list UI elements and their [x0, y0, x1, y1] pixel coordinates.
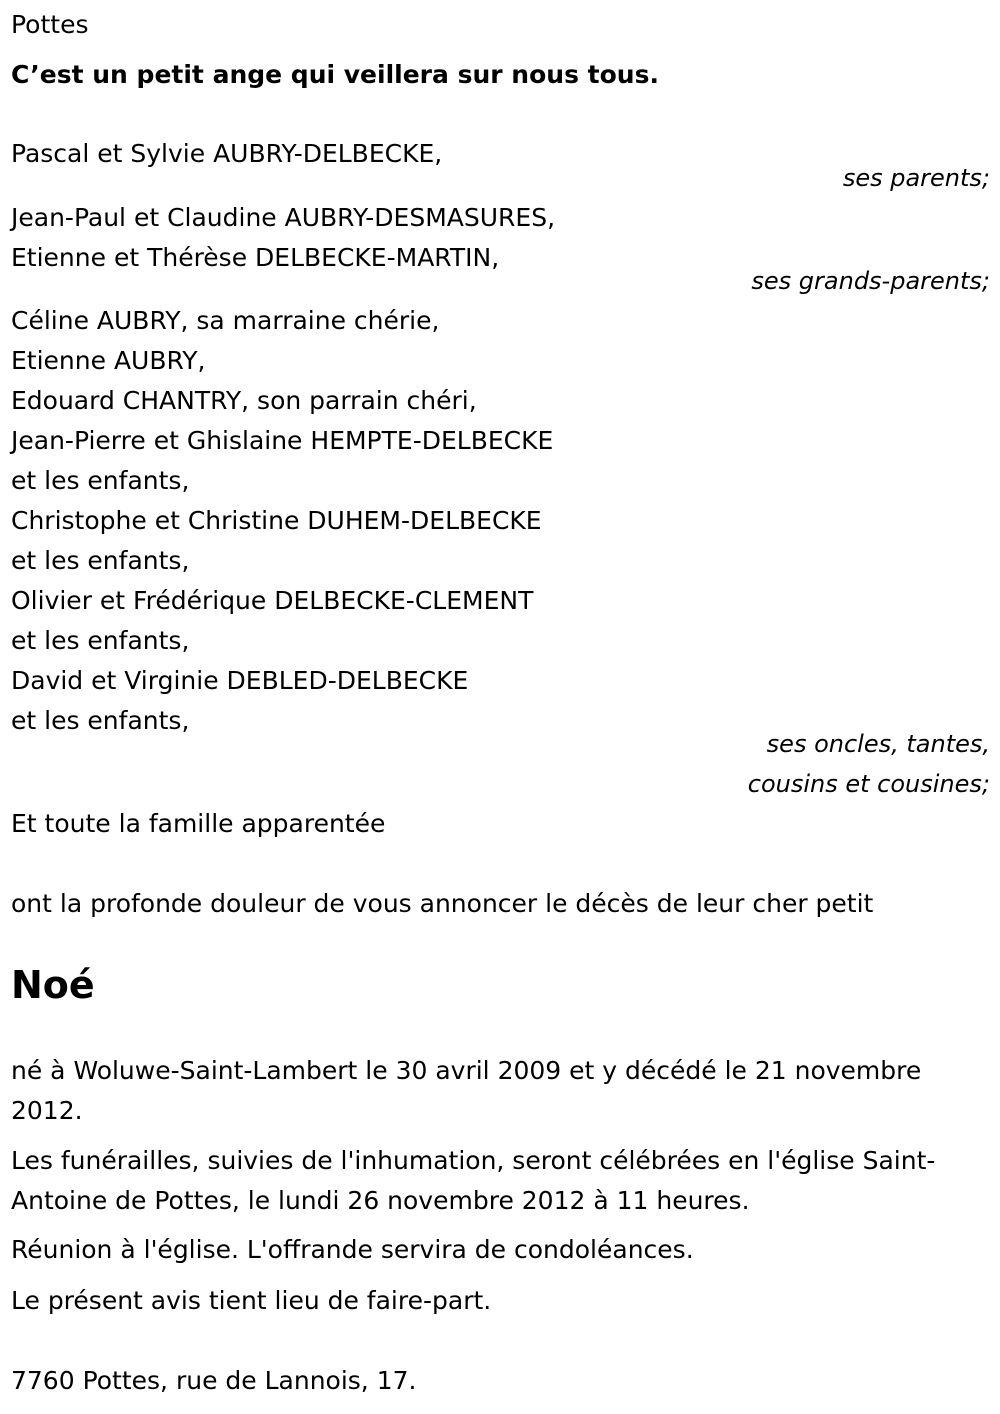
relative-line: Etienne AUBRY,: [11, 346, 206, 375]
relatives-role: cousins et cousines;: [747, 770, 990, 798]
relative-line: Christophe et Christine DUHEM-DELBECKE: [11, 506, 542, 535]
birth-death-line: né à Woluwe-Saint-Lambert le 30 avril 2009 et y décédé le 21 novembre: [11, 1056, 922, 1085]
notice-line: Le présent avis tient lieu de faire-part.: [11, 1286, 492, 1315]
address-line: 7760 Pottes, rue de Lannois, 17.: [11, 1366, 417, 1395]
grandparents-line: Jean-Paul et Claudine AUBRY-DESMASURES,: [11, 203, 556, 232]
relative-line: Céline AUBRY, sa marraine chérie,: [11, 306, 440, 335]
announcement: ont la profonde douleur de vous annoncer le décès de leur cher petit: [11, 889, 874, 918]
relatives-role: ses oncles, tantes,: [766, 730, 990, 758]
relative-line: David et Virginie DEBLED-DELBECKE: [11, 666, 469, 695]
relative-line: et les enfants,: [11, 626, 190, 655]
funeral-line: Antoine de Pottes, le lundi 26 novembre 2012 à 11 heures.: [11, 1186, 750, 1215]
parents-line: Pascal et Sylvie AUBRY-DELBECKE,: [11, 139, 443, 168]
birth-death-line: 2012.: [11, 1096, 83, 1125]
grandparents-role: ses grands-parents;: [751, 267, 990, 295]
location-header: Pottes: [11, 10, 89, 39]
family-line: Et toute la famille apparentée: [11, 809, 386, 838]
relative-line: et les enfants,: [11, 466, 190, 495]
relative-line: Edouard CHANTRY, son parrain chéri,: [11, 386, 477, 415]
relative-line: Jean-Pierre et Ghislaine HEMPTE-DELBECKE: [11, 426, 554, 455]
relative-line: et les enfants,: [11, 706, 190, 735]
relative-line: et les enfants,: [11, 546, 190, 575]
parents-role: ses parents;: [842, 164, 990, 192]
deceased-name: Noé: [11, 963, 95, 1007]
grandparents-line: Etienne et Thérèse DELBECKE-MARTIN,: [11, 243, 500, 272]
funeral-line: Les funérailles, suivies de l'inhumation, seront célébrées en l'église Saint-: [11, 1146, 936, 1175]
gathering-line: Réunion à l'église. L'offrande servira de condoléances.: [11, 1235, 694, 1264]
relative-line: Olivier et Frédérique DELBECKE-CLEMENT: [11, 586, 534, 615]
epigraph: C’est un petit ange qui veillera sur nous tous.: [11, 60, 659, 89]
